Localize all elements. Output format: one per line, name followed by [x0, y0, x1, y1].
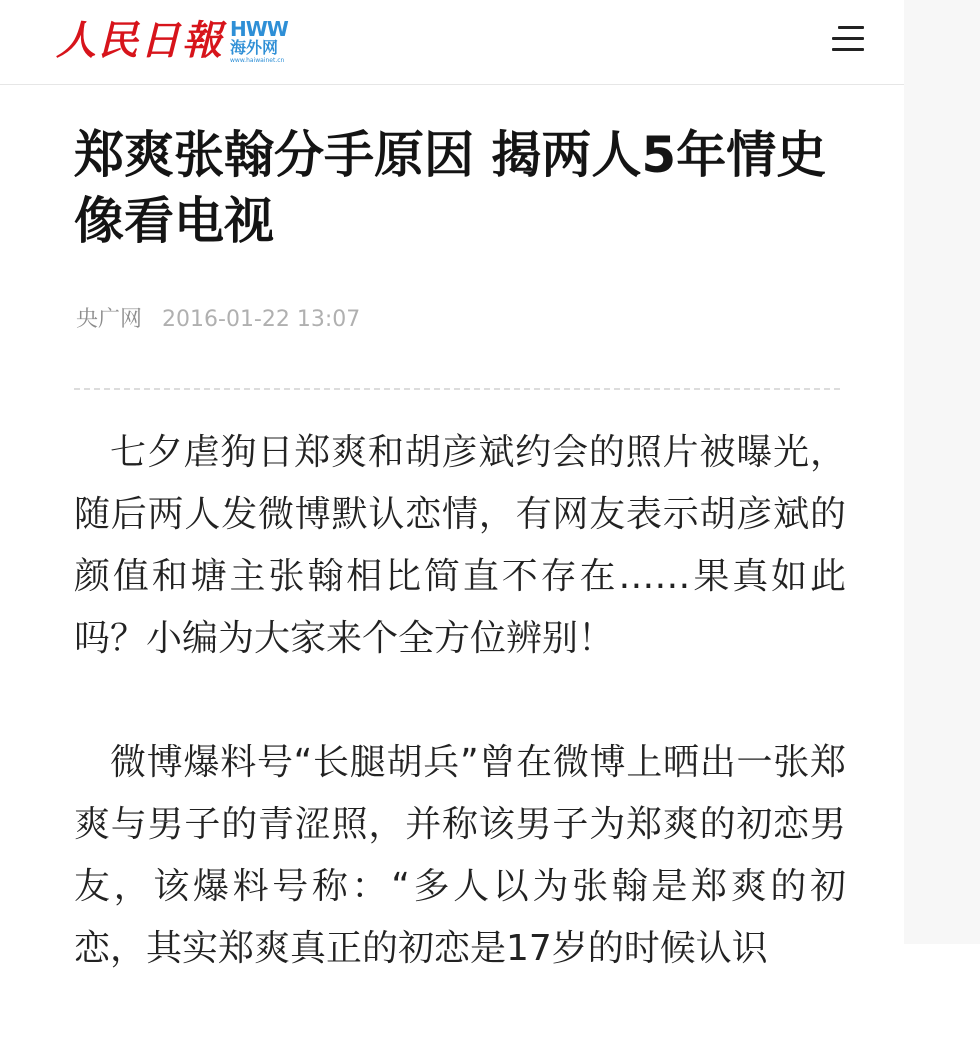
article-source: 央广网	[76, 307, 143, 332]
site-logo[interactable]	[56, 8, 288, 74]
menu-line	[832, 37, 864, 40]
site-header	[0, 0, 904, 85]
logo-hww-text: HWW	[230, 16, 288, 41]
article-paragraph: 七夕虐狗日郑爽和胡彦斌约会的照片被曝光，随后两人发微博默认恋情，有网友表示胡彦斌的颜值和塘主张翰相比简直不存在……果真如此吗？小编为大家来个全方位辨别！	[74, 432, 846, 659]
article-body	[74, 422, 846, 1042]
logo-haiwainet-text: 海外网	[230, 37, 279, 57]
logo-url-text: www.haiwainet.cn	[230, 56, 285, 64]
article-title: 郑爽张翰分手原因 揭两人5年情史像看电视	[74, 126, 827, 250]
divider	[74, 388, 840, 390]
page-edge	[904, 0, 980, 944]
hamburger-menu-icon[interactable]	[826, 18, 872, 58]
logo-people-daily: 人民日報	[56, 17, 224, 64]
article-meta	[76, 302, 360, 333]
article-paragraph: 微博爆料号“长腿胡兵”曾在微博上晒出一张郑爽与男子的青涩照，并称该男子为郑爽的初恋男友，该爆料号称：“多人以为张翰是郑爽的初恋，其实郑爽真正的初恋是17岁的时候认识	[74, 742, 846, 969]
logo-haiwainet	[230, 16, 288, 64]
menu-line	[832, 48, 864, 51]
menu-line	[838, 26, 864, 29]
article-datetime: 2016-01-22 13:07	[162, 307, 361, 332]
